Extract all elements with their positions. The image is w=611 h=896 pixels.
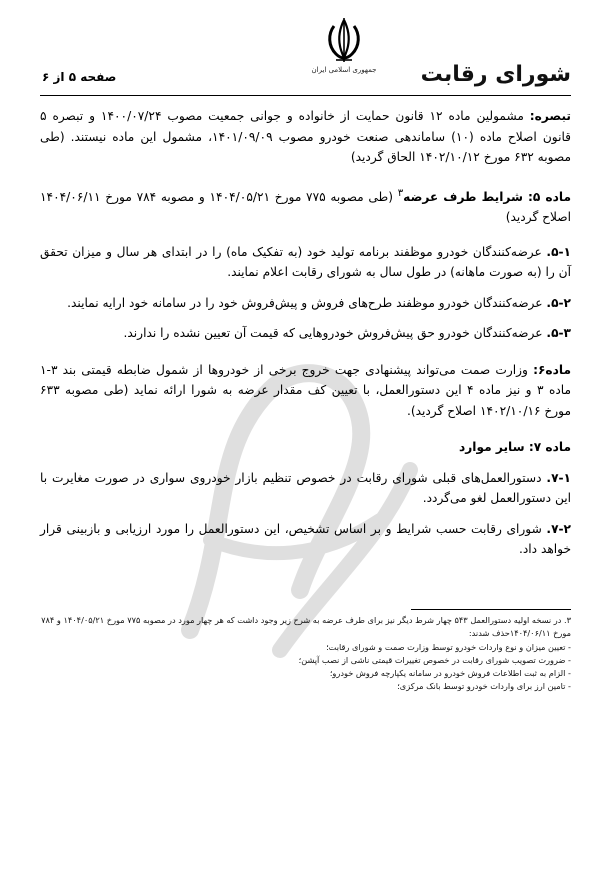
article-5-item <box>40 242 571 283</box>
footnote-item: - تامین ارز برای واردات خودرو توسط بانک مرکزی؛ <box>397 681 571 692</box>
item-number: ۷-۱. <box>546 470 571 485</box>
footnote-divider <box>411 609 571 610</box>
article-6-text: وزارت صمت می‌تواند پیشنهادی جهت خروج برخی از خودروها از شمول ضابطه قیمتی بند ۳-۱ ماده ۳ و نیز ماده ۴ این دستورالعمل، با تعیین کف مقدار عرضه به شورا ارائه نماید (طی مصوبه ۶۳۳ مورخ ۱۴۰۲/۱۰/۱۶ اصلاح گردید). <box>40 362 572 418</box>
footnote-ref[interactable]: ۳ <box>397 187 404 199</box>
article-5-item <box>40 323 571 344</box>
page-number: صفحه ۵ از ۶ <box>42 70 117 84</box>
footnote-main: ۳. در نسخه اولیه دستورالعمل ۵۴۳ چهار شرط دیگر نیز برای طرف عرضه به شرح زیر وجود داشت که هر چهار مورد در مصوبه ۷۷۵ مورخ ۱۴۰۴/۰۵/۲۱ و ۷۸۴ مورخ ۱۴۰۴/۰۶/۱۱حذف شدند: <box>41 615 571 639</box>
item-number: ۵-۲. <box>546 295 571 310</box>
article-7-heading <box>40 437 571 458</box>
item-text: دستورالعمل‌های قبلی شورای رقابت در خصوص تنظیم بازار خودروی سواری در صورت مغایرت با این دستورالعمل لغو می‌گردد. <box>40 470 571 506</box>
page-header <box>40 14 571 94</box>
article-6-paragraph <box>40 360 571 422</box>
article-5-title: ماده ۵: شرایط طرف عرضه <box>403 189 571 204</box>
item-text: شورای رقابت حسب شرایط و بر اساس تشخیص، این دستورالعمل را مورد ارزیابی و بازبینی قرار خواهد داد. <box>40 521 571 557</box>
article-5-heading <box>40 184 571 228</box>
item-number: ۵-۱. <box>546 244 571 259</box>
note-text: مشمولین ماده ۱۲ قانون حمایت از خانواده و جوانی جمعیت مصوب ۱۴۰۰/۰۷/۲۴ و تبصره ۵ قانون اصلاح ماده (۱۰) ساماندهی صنعت خودرو مصوب ۱۴۰۱/۰۹/۰۹، مشمول این ماده نیستند. (طی مصوبه ۶۳۲ مورخ ۱۴۰۲/۱۰/۱۲ الحاق گردید) <box>40 109 572 164</box>
item-text: عرضه‌کنندگان خودرو حق پیش‌فروش خودروهایی که قیمت آن تعیین نشده را ندارند. <box>123 326 547 341</box>
article-7-item <box>40 519 571 560</box>
item-number: ۷-۲. <box>546 521 571 536</box>
org-title: شورای رقابت <box>420 62 571 87</box>
footnote-item: - ضرورت تصویب شورای رقابت در خصوص تغییرات قیمتی ناشی از نصب آپشن؛ <box>298 654 571 665</box>
footnotes <box>40 614 571 694</box>
article-6-title: ماده۶: <box>533 362 571 377</box>
article-5-item <box>40 293 571 314</box>
item-number: ۵-۳. <box>546 326 571 341</box>
article-7-title: ماده ۷: سایر موارد <box>459 440 571 455</box>
article-5-text: (طی مصوبه ۷۷۵ مورخ ۱۴۰۴/۰۵/۲۱ و مصوبه ۷۸۴ مورخ ۱۴۰۴/۰۶/۱۱ اصلاح گردید) <box>40 189 571 225</box>
header-divider <box>40 95 571 96</box>
footnote-item: - تعیین میزان و نوع واردات خودرو توسط وزارت صمت و شورای رقابت؛ <box>326 641 571 652</box>
iran-emblem-icon <box>322 16 366 64</box>
note-label: تبصره: <box>529 109 571 123</box>
document-body <box>40 106 571 570</box>
emblem-caption: جمهوری اسلامی ایران <box>311 66 377 74</box>
item-text: عرضه‌کنندگان خودرو موظفند طرح‌های فروش و پیش‌فروش خود را در سامانه خود ارایه نمایند. <box>67 295 547 310</box>
article-7-item <box>40 468 571 509</box>
footnote-item: - الزام به ثبت اطلاعات فروش خودرو در سامانه یکپارچه فروش خودرو؛ <box>329 668 571 679</box>
item-text: عرضه‌کنندگان خودرو موظفند برنامه تولید خود (به تفکیک ماه) را در ابتدای هر سال و میزان تحقق آن را (به صورت ماهانه) در طول سال به شورای رقابت اعلام نمایند. <box>40 244 571 280</box>
note-paragraph <box>40 106 571 168</box>
